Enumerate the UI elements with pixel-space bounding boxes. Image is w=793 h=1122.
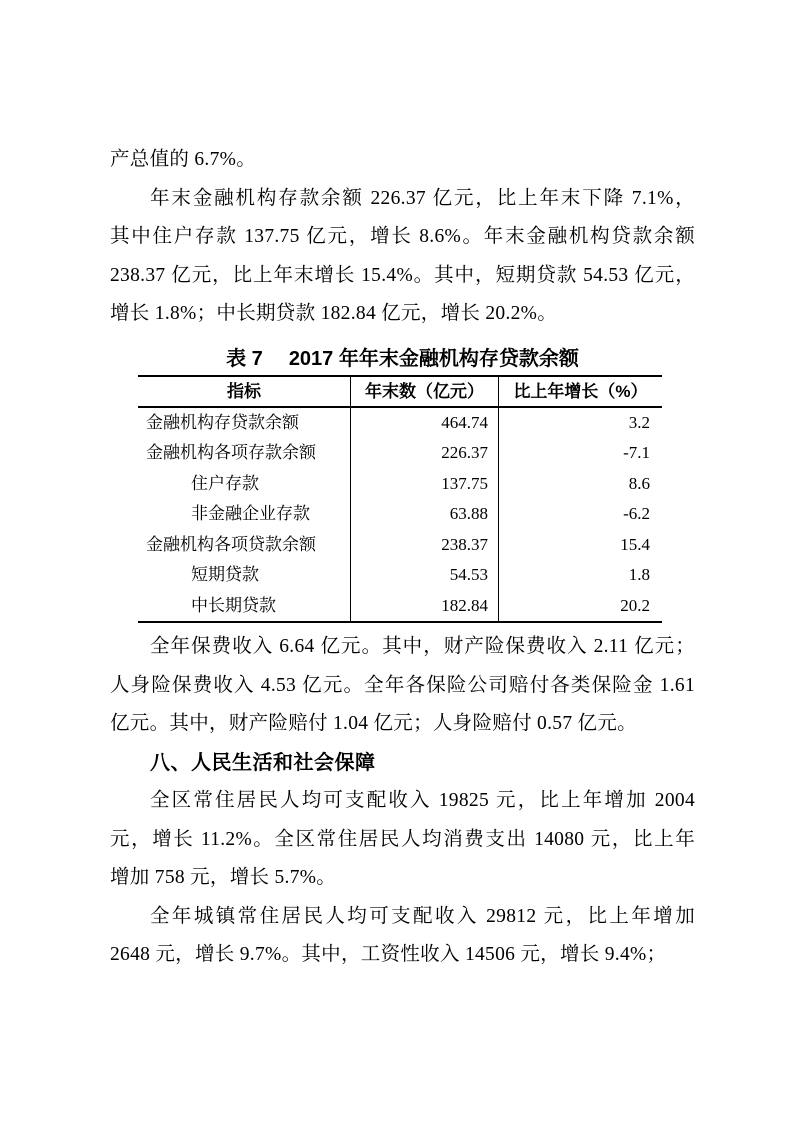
table-row	[138, 591, 662, 622]
table-row	[138, 469, 662, 500]
paragraph-line: 亿元。其中，财产险赔付 1.04 亿元；人身险赔付 0.57 亿元。	[110, 713, 637, 734]
paragraph-line: 元，增长 11.2%。全区常住居民人均消费支出 14080 元，比上年	[110, 828, 695, 850]
section-heading: 八、人民生活和社会保障	[150, 751, 376, 774]
paragraph-line: 增长 1.8%；中长期贷款 182.84 亿元，增长 20.2%。	[110, 303, 558, 324]
table-caption-title: 2017 年年末金融机构存贷款余额	[288, 347, 579, 370]
cell-indicator: 金融机构各项贷款余额	[146, 534, 316, 554]
cell-year-end: 238.37	[350, 530, 498, 561]
table-row	[138, 438, 662, 469]
paragraph-line: 全年保费收入 6.64 亿元。其中，财产险保费收入 2.11 亿元；	[150, 636, 695, 657]
paragraph-income	[110, 782, 695, 898]
cell-year-end: 137.75	[350, 469, 498, 500]
table-row	[138, 560, 662, 591]
paragraph-line: 其中住户存款 137.75 亿元，增长 8.6%。年末金融机构贷款余额	[110, 226, 695, 247]
paragraph-line: 全区常住居民人均可支配收入 19825 元，比上年增加 2004	[150, 790, 695, 811]
table-header-indicator: 指标	[227, 381, 261, 401]
cell-indicator: 金融机构各项存款余额	[146, 443, 316, 462]
cell-growth: 20.2	[498, 591, 662, 622]
paragraph-line: 人身险保费收入 4.53 亿元。全年各保险公司赔付各类保险金 1.61	[110, 674, 695, 696]
table-row	[138, 408, 662, 439]
paragraph-line: 2648 元，增长 9.7%。其中，工资性收入 14506 元，增长 9.4%；	[110, 944, 667, 965]
cell-year-end: 182.84	[350, 591, 498, 622]
cell-year-end: 63.88	[350, 499, 498, 530]
paragraph-line: 238.37 亿元，比上年末增长 15.4%。其中，短期贷款 54.53 亿元，	[110, 264, 695, 286]
table-row	[138, 499, 662, 530]
cell-growth: 15.4	[498, 530, 662, 561]
cell-indicator: 非金融企业存款	[191, 504, 310, 523]
cell-indicator: 短期贷款	[191, 565, 259, 584]
table-row	[138, 530, 662, 561]
paragraph-insurance	[110, 628, 695, 744]
cell-indicator: 金融机构存贷款余额	[146, 412, 299, 432]
paragraph-line: 产总值的 6.7%。	[110, 149, 256, 170]
cell-growth: -6.2	[498, 499, 662, 530]
paragraph-line: 年末金融机构存款余额 226.37 亿元，比上年末下降 7.1%，	[150, 187, 695, 209]
paragraph-finance	[110, 180, 695, 334]
paragraph-line: 增加 758 元，增长 5.7%。	[110, 867, 337, 888]
deposits-loans-table	[138, 375, 662, 624]
table-header-row	[138, 377, 662, 408]
page-content	[110, 141, 695, 975]
cell-indicator: 住户存款	[191, 473, 259, 493]
cell-indicator: 中长期贷款	[191, 595, 276, 615]
paragraph-line: 全年城镇常住居民人均可支配收入 29812 元，比上年增加	[150, 905, 695, 927]
cell-growth: 1.8	[498, 560, 662, 591]
table-header-year-end: 年末数（亿元）	[350, 377, 498, 406]
table-header-growth: 比上年增长（%）	[498, 377, 662, 406]
cell-year-end: 54.53	[350, 560, 498, 591]
cell-growth: 8.6	[498, 469, 662, 500]
cell-year-end: 226.37	[350, 438, 498, 469]
table-caption	[110, 343, 695, 375]
table-body	[138, 408, 662, 622]
cell-growth: 3.2	[498, 408, 662, 439]
cell-growth: -7.1	[498, 438, 662, 469]
paragraph-continuation	[110, 141, 695, 180]
table-caption-label: 表 7	[226, 347, 263, 370]
paragraph-urban-income	[110, 898, 695, 975]
cell-year-end: 464.74	[350, 408, 498, 439]
